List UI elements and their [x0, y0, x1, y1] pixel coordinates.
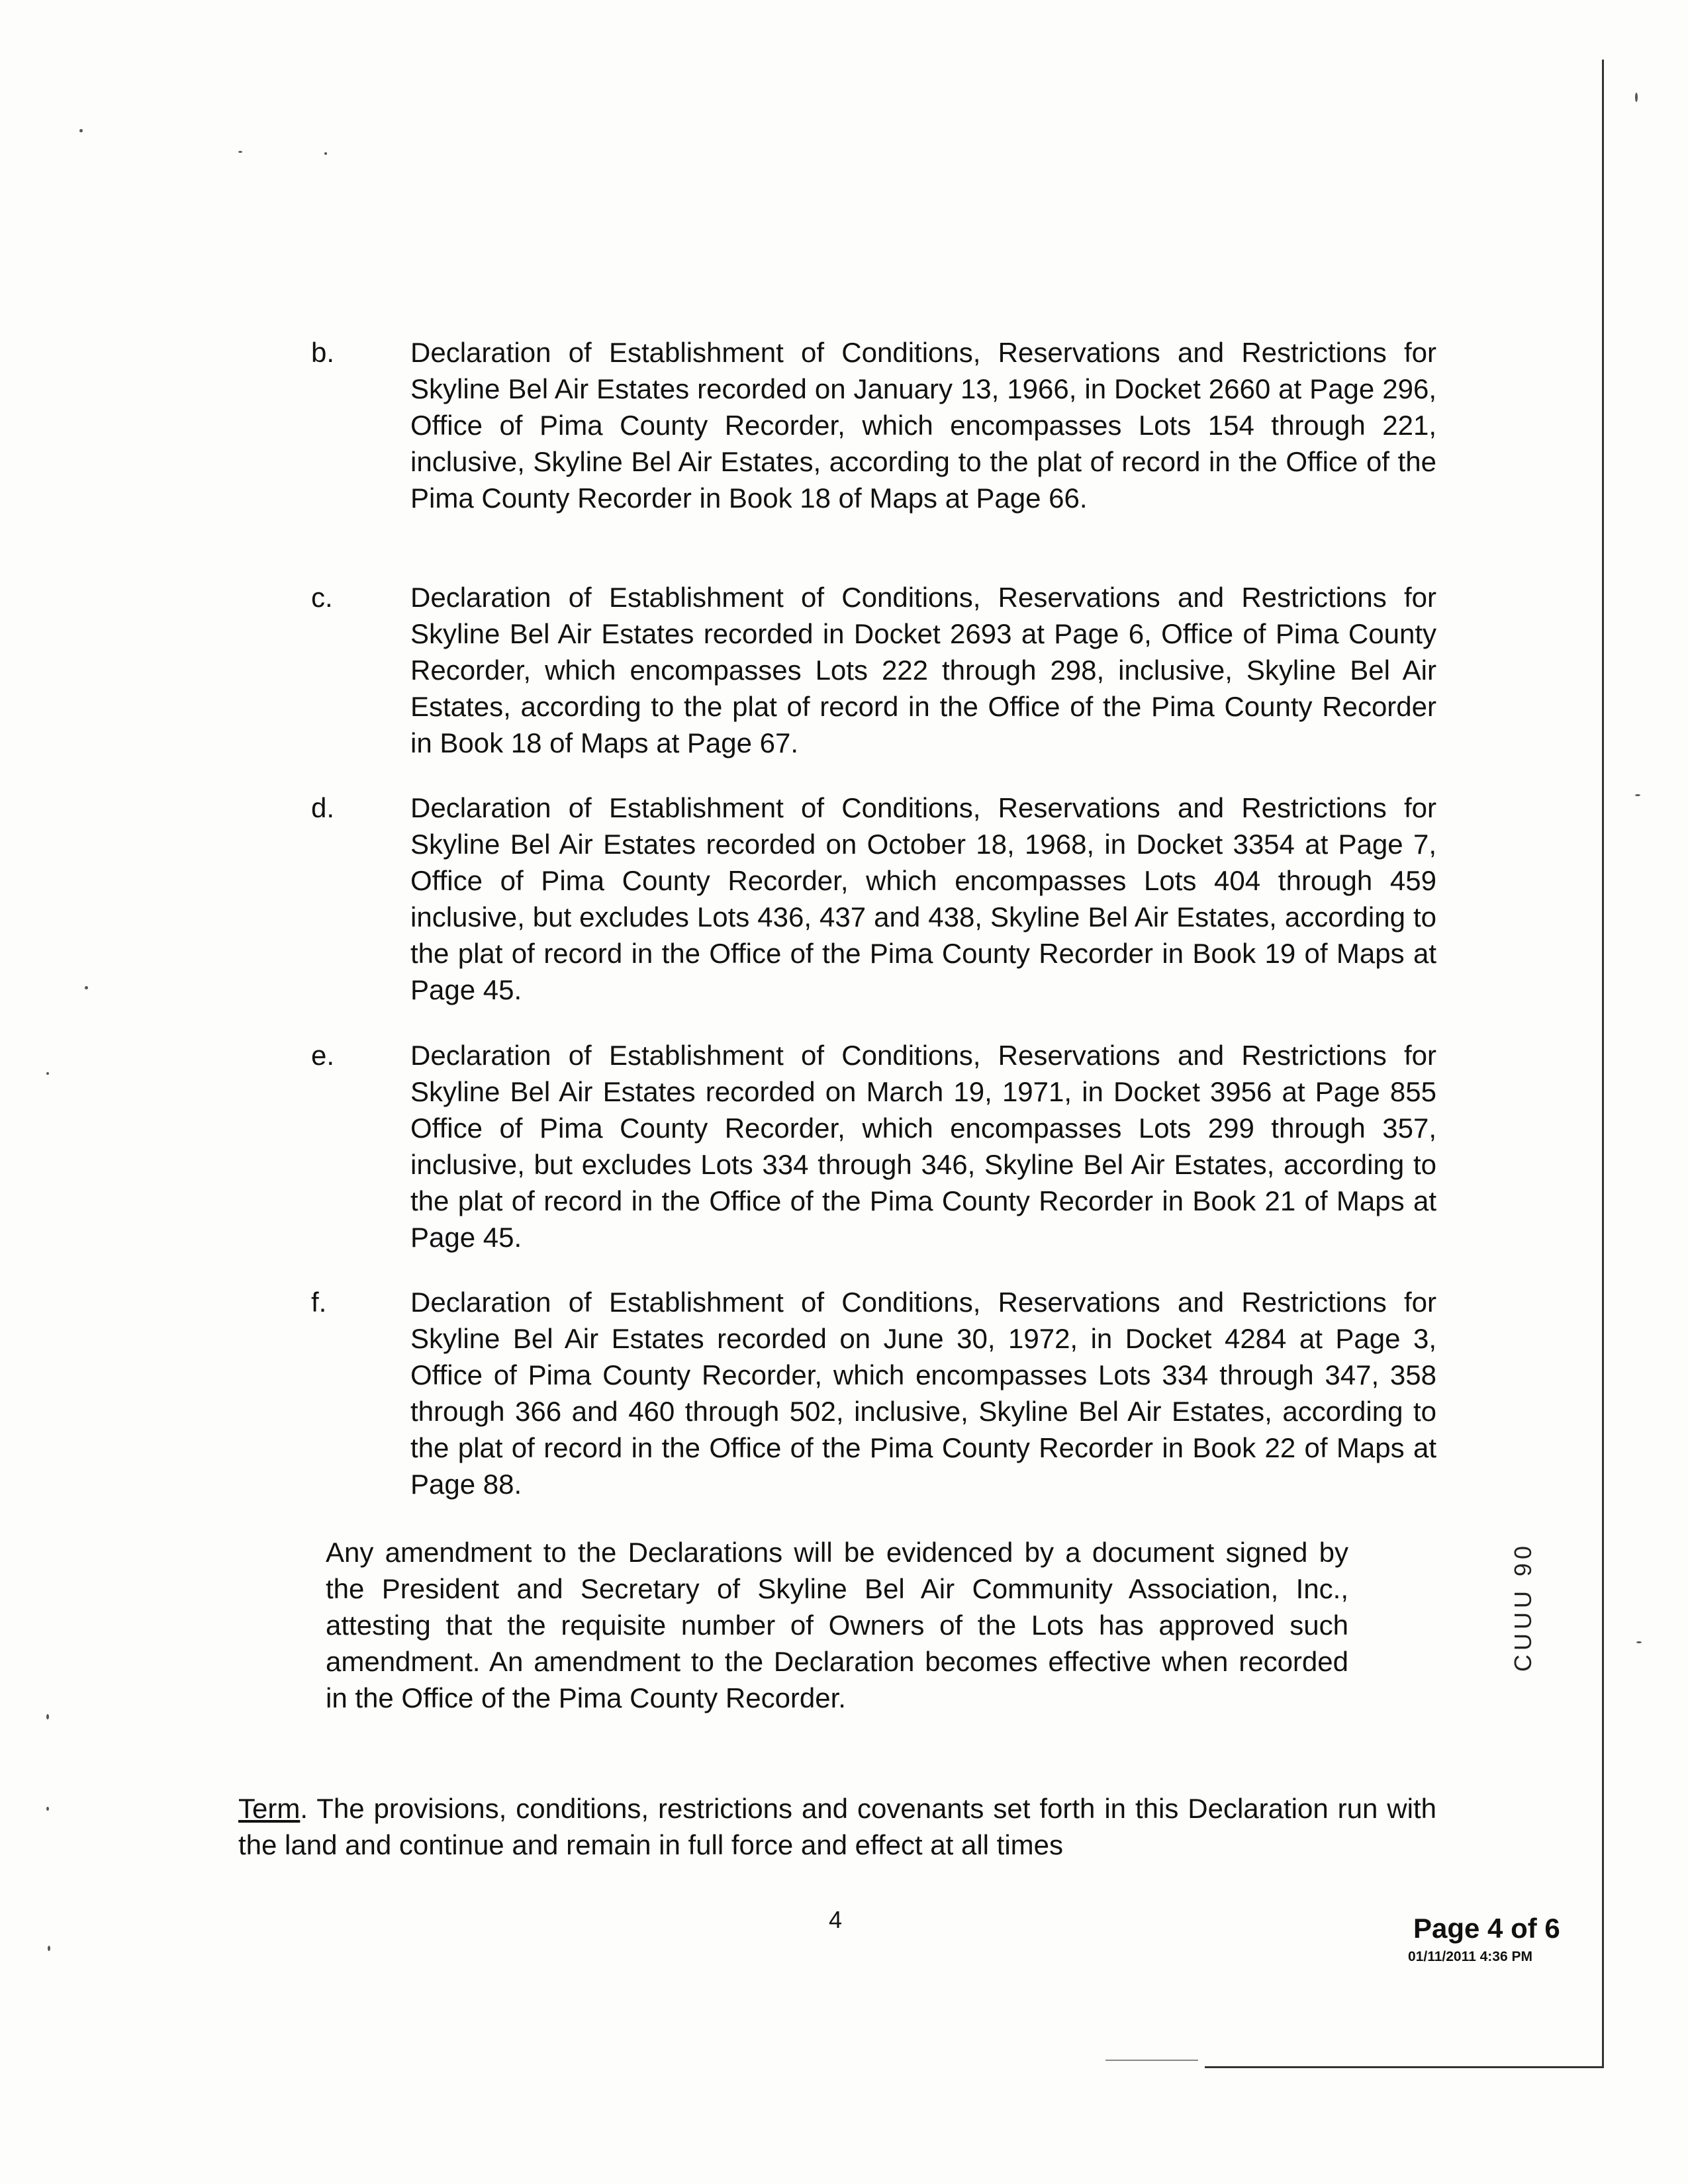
term-paragraph — [238, 1790, 1436, 1863]
page-timestamp: 01/11/2011 4:36 PM — [1408, 1949, 1532, 1964]
item-text: Declaration of Establishment of Conditions, Reservations and Restrictions for Skyline Bel Air Estates recorded on March 19, 1971, in Docket 3956 at Page 855 Office of Pima County Recorder, which encompasses Lots 299 through 357, inclusive, but excludes Lots 334 through 346, Skyline Bel Air Estates, according to the plat of record in the Office of the Pima County Recorder in Book 21 of Maps at Page 45. — [410, 1040, 1436, 1253]
amendment-paragraph: Any amendment to the Declarations will be evidenced by a document signed by the President and Secretary of Skyline Bel Air Community Association, Inc., attesting that the requisite number of Owners of the Lots has approved such amendment. An amendment to the Declaration becomes effective when recorded in the Office of the Pima County Recorder. — [326, 1537, 1348, 1713]
scan-speck — [46, 1807, 49, 1811]
scan-speck — [46, 1714, 49, 1719]
scan-speck — [48, 1946, 50, 1951]
scan-speck — [79, 129, 83, 132]
term-heading: Term — [238, 1793, 301, 1824]
item-text: Declaration of Establishment of Conditions, Reservations and Restrictions for Skyline Bel Air Estates recorded on October 18, 1968, in Docket 3354 at Page 7, Office of Pima County Recorder, which encompasses Lots 404 through 459 inclusive, but excludes Lots 436, 437 and 438, Skyline Bel Air Estates, according to the plat of record in the Office of the Pima County Recorder in Book 19 of Maps at Page 45. — [410, 792, 1436, 1005]
item-letter: c. — [311, 582, 333, 613]
item-text: Declaration of Establishment of Conditions, Reservations and Restrictions for Skyline Bel Air Estates recorded in Docket 2693 at Page 6, Office of Pima County Recorder, which encompasses Lots 222 through 298, inclusive, Skyline Bel Air Estates, according to the plat of record in the Office of the Pima County Recorder in Book 18 of Maps at Page 67. — [410, 582, 1436, 758]
scan-edge-bottom-dash — [1105, 2060, 1198, 2061]
scan-speck — [324, 152, 327, 155]
docket-number-vertical: CUUU 90 — [1509, 1542, 1536, 1672]
item-letter: d. — [311, 792, 335, 823]
scan-edge-bottom — [1205, 2066, 1602, 2068]
scan-edge-right — [1602, 60, 1604, 2068]
scan-speck — [1635, 93, 1638, 102]
item-text: Declaration of Establishment of Conditions, Reservations and Restrictions for Skyline Bel Air Estates recorded on June 30, 1972, in Docket 4284 at Page 3, Office of Pima County Recorder, which encompasses Lots 334 through 347, 358 through 366 and 460 through 502, inclusive, Skyline Bel Air Estates, according to the plat of record in the Office of the Pima County Recorder in Book 22 of Maps at Page 88. — [410, 1287, 1436, 1500]
item-letter: e. — [311, 1040, 335, 1071]
item-text: Declaration of Establishment of Conditions, Reservations and Restrictions for Skyline Bel Air Estates recorded on January 13, 1966, in Docket 2660 at Page 296, Office of Pima County Recorder, which encompasses Lots 154 through 221, inclusive, Skyline Bel Air Estates, according to the plat of record in the Office of the Pima County Recorder in Book 18 of Maps at Page 66. — [410, 337, 1436, 514]
item-letter: f. — [311, 1287, 327, 1318]
scan-speck — [85, 986, 88, 989]
scan-speck — [238, 151, 242, 153]
page-stamp: Page 4 of 6 — [1413, 1913, 1560, 1944]
scan-speck — [1635, 794, 1640, 796]
item-letter: b. — [311, 337, 335, 368]
term-text: . The provisions, conditions, restrictions and covenants set forth in this Declaration run with the land and continue and remain in full force and effect at all times — [238, 1793, 1436, 1860]
scan-speck — [46, 1072, 49, 1075]
scan-speck — [1636, 1641, 1642, 1643]
page-number: 4 — [829, 1906, 843, 1933]
